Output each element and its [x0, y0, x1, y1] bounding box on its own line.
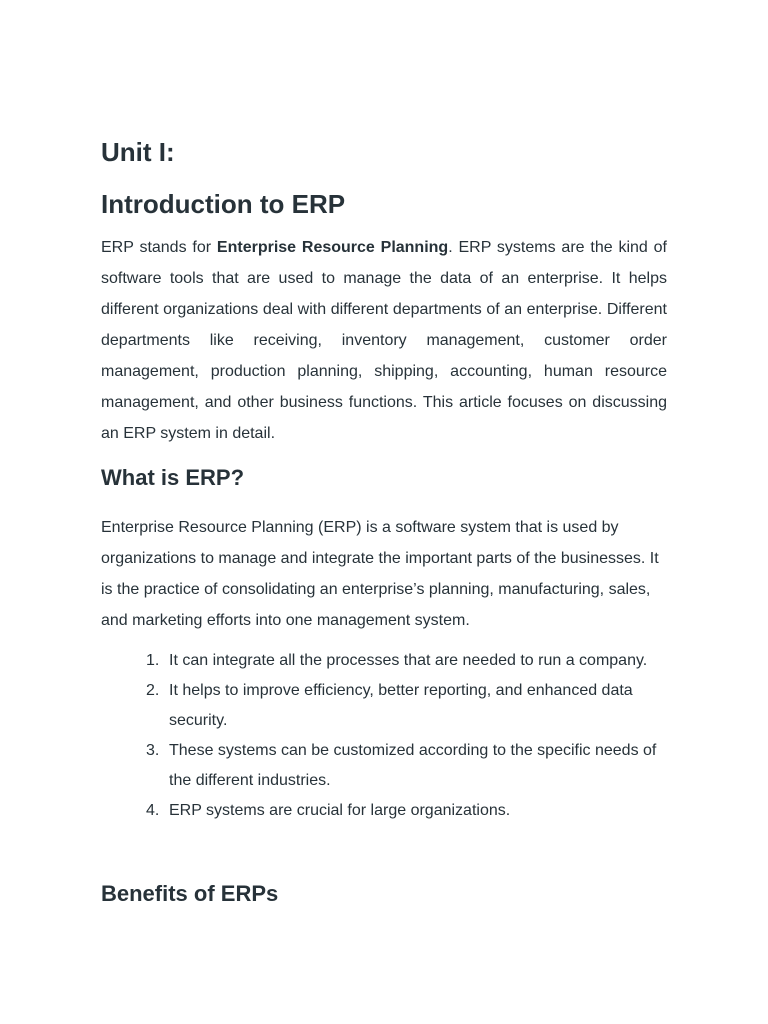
list-item	[101, 796, 667, 826]
list-item-number: 4.	[146, 802, 160, 819]
list-item-number: 2.	[146, 682, 160, 699]
benefits-heading: Benefits of ERPs	[101, 881, 279, 906]
what-is-erp-heading: What is ERP?	[101, 465, 245, 490]
erp-points-list	[101, 646, 667, 826]
list-item-number: 1.	[146, 652, 160, 669]
list-item-number: 3.	[146, 742, 160, 759]
unit-heading: Unit I:	[101, 137, 175, 167]
list-item	[101, 646, 667, 676]
intro-bold-term: Enterprise Resource Planning	[216, 239, 449, 256]
list-item-text: It helps to improve efficiency, better reporting, and enhanced data security.	[169, 682, 633, 729]
list-item-text: It can integrate all the processes that are needed to run a company.	[169, 652, 648, 669]
intro-heading: Introduction to ERP	[101, 189, 346, 219]
intro-rest-text: . ERP systems are the kind of software tools that are used to manage the data of an enterprise. It helps different organizations deal with different departments of an enterprise. Different departments like receiving, inventory management, customer order management, production planning, shipping, accounting, human resource management, and other business functions. This article focuses on discussing an ERP system in detail.	[101, 239, 667, 442]
list-item-text: ERP systems are crucial for large organizations.	[169, 802, 511, 819]
list-item	[101, 736, 667, 796]
list-item	[101, 676, 667, 736]
list-item-text: These systems can be customized according to the specific needs of the different industries.	[169, 742, 657, 789]
intro-lead-text: ERP stands for	[101, 239, 217, 256]
what-is-erp-paragraph: Enterprise Resource Planning (ERP) is a software system that is used by organizations to manage and integrate the important parts of the businesses. It is the practice of consolidating an enterprise’s planning, manufacturing, sales, and marketing efforts into one management system.	[101, 519, 659, 629]
intro-paragraph	[101, 232, 667, 449]
